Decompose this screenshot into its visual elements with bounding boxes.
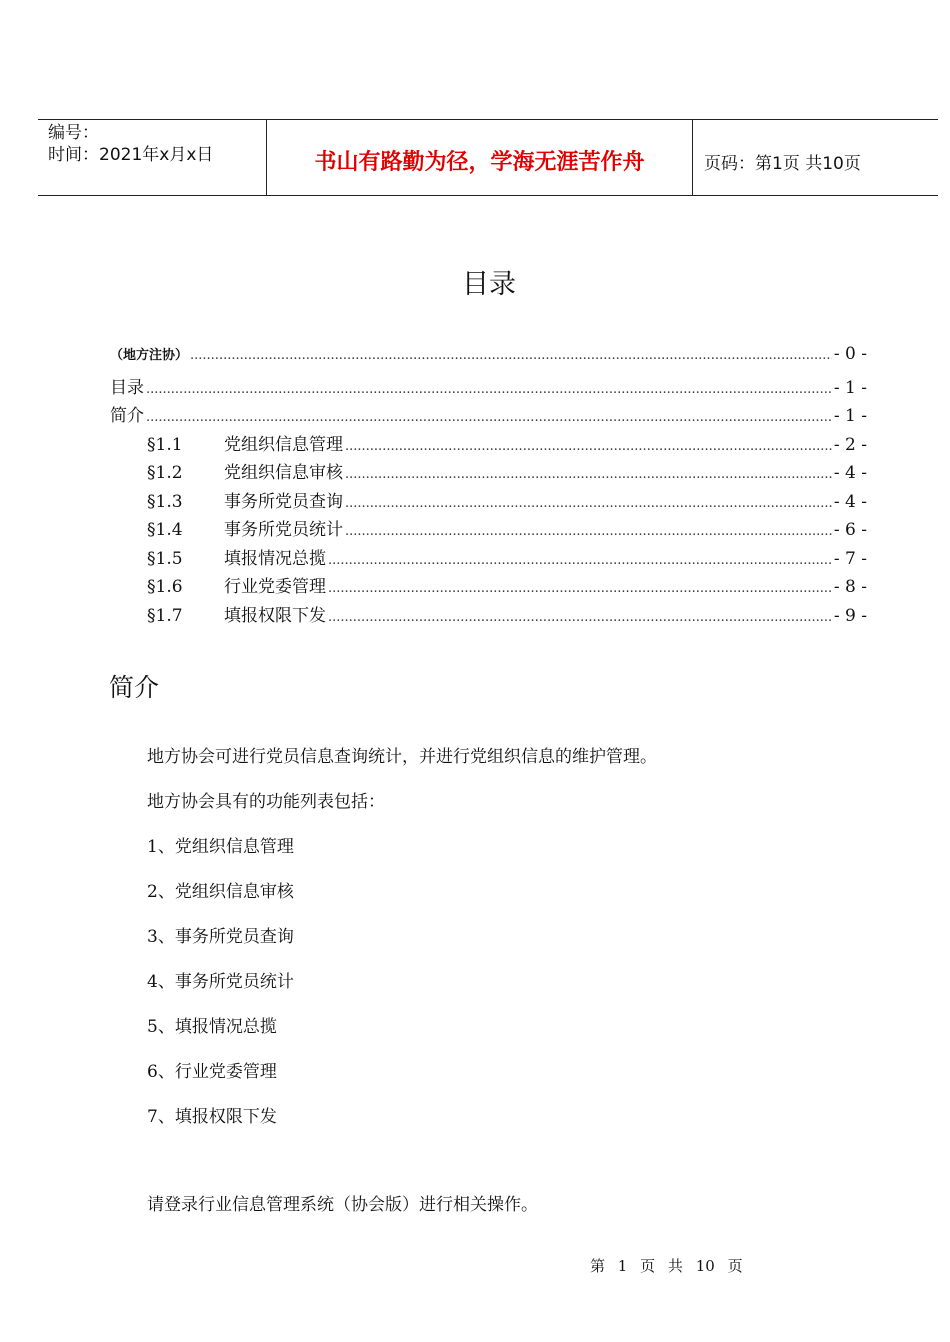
list-item: 3、事务所党员查询: [147, 927, 294, 947]
date-label: 时间：2021年x月x日: [48, 145, 214, 165]
list-item: 6、行业党委管理: [147, 1062, 277, 1082]
footer-ye: 页: [640, 1257, 656, 1275]
toc-entry-text: 事务所党员查询: [224, 492, 343, 512]
toc-entry-page: - 0 -: [833, 344, 867, 364]
document-header: [38, 119, 938, 196]
footer-di: 第: [590, 1257, 606, 1275]
section-intro: 地方协会可进行党员信息查询统计，并进行党组织信息的维护管理。: [147, 747, 657, 767]
toc-entry-number: §1.5: [147, 549, 183, 569]
toc-leader: [328, 581, 832, 596]
footer-ye: 页: [727, 1257, 743, 1275]
toc-entry-text: 目录: [110, 378, 144, 398]
toc-entry-page: - 1 -: [833, 378, 867, 398]
toc-entry-text: 事务所党员统计: [224, 520, 343, 540]
number-label: 编号：: [48, 123, 99, 143]
toc-entry-text: 填报情况总揽: [224, 549, 326, 569]
toc-entry[interactable]: [110, 373, 867, 397]
toc-title: 目录: [462, 269, 516, 300]
toc-entry[interactable]: [147, 515, 867, 539]
page-footer: [590, 1255, 751, 1276]
toc-entry-number: §1.4: [147, 520, 183, 540]
header-meta: [48, 122, 268, 166]
toc-entry[interactable]: [110, 344, 867, 368]
toc-entry[interactable]: [110, 401, 867, 425]
toc-entry[interactable]: [147, 430, 867, 454]
toc-leader: [345, 439, 832, 454]
toc-entry-text: 行业党委管理: [224, 577, 326, 597]
footer-total-pages: 10: [695, 1257, 715, 1275]
list-item: 4、事务所党员统计: [147, 972, 294, 992]
toc-entry[interactable]: [147, 544, 867, 568]
toc-entry[interactable]: [147, 458, 867, 482]
toc-entry-page: - 4 -: [833, 463, 867, 483]
toc-entry[interactable]: [147, 601, 867, 625]
toc-entry-page: - 7 -: [833, 549, 867, 569]
toc-leader: [190, 348, 832, 363]
toc-entry-text: 党组织信息审核: [224, 463, 343, 483]
toc-entry-page: - 4 -: [833, 492, 867, 512]
toc-entry-text: （地方注协）: [110, 348, 189, 363]
toc-entry-number: §1.1: [147, 435, 183, 455]
toc-leader: [328, 553, 832, 568]
toc-entry[interactable]: [147, 487, 867, 511]
toc-entry[interactable]: [147, 572, 867, 596]
header-divider: [692, 120, 693, 196]
list-intro: 地方协会具有的功能列表包括：: [147, 792, 385, 812]
footer-page-number: 1: [617, 1257, 628, 1275]
footer-gong: 共: [667, 1257, 683, 1275]
toc-entry-text: 党组织信息管理: [224, 435, 343, 455]
list-item: 1、党组织信息管理: [147, 837, 294, 857]
list-item: 2、党组织信息审核: [147, 882, 294, 902]
toc-entry-page: - 8 -: [833, 577, 867, 597]
list-item: 7、填报权限下发: [147, 1107, 277, 1127]
toc-entry-page: - 2 -: [833, 435, 867, 455]
toc-entry-text: 填报权限下发: [224, 606, 326, 626]
toc-leader: [146, 382, 832, 397]
toc-entry-number: §1.6: [147, 577, 183, 597]
toc-entry-text: 简介: [110, 406, 144, 426]
toc-entry-page: - 1 -: [833, 406, 867, 426]
header-page-label: 页码：第1页 共10页: [704, 154, 861, 174]
toc-leader: [345, 524, 832, 539]
toc-leader: [345, 467, 832, 482]
section-title: 简介: [109, 673, 160, 702]
toc-entry-number: §1.3: [147, 492, 183, 512]
toc-entry-page: - 6 -: [833, 520, 867, 540]
list-item: 5、填报情况总揽: [147, 1017, 277, 1037]
toc-leader: [146, 410, 832, 425]
toc-entry-number: §1.7: [147, 606, 183, 626]
closing-text: 请登录行业信息管理系统（协会版）进行相关操作。: [147, 1195, 538, 1215]
toc-leader: [345, 496, 832, 511]
toc-leader: [328, 610, 832, 625]
header-motto: 书山有路勤为径，学海无涯苦作舟: [314, 150, 645, 175]
toc-entry-number: §1.2: [147, 463, 183, 483]
toc-entry-page: - 9 -: [833, 606, 867, 626]
